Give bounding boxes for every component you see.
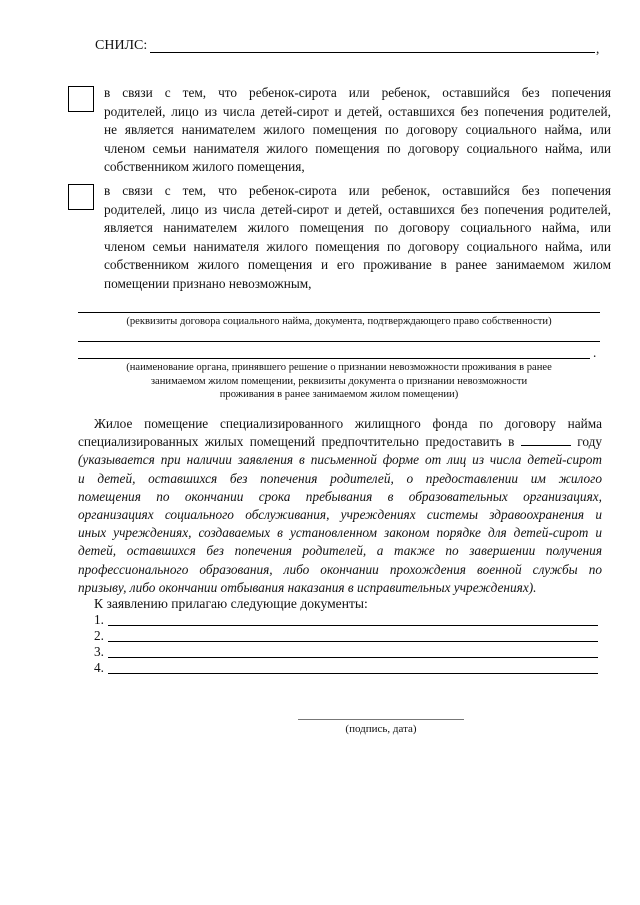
attachment-field-2[interactable] bbox=[108, 641, 598, 642]
housing-line: организациях социального обслуживания, учреждениях системы здравоохранения и bbox=[78, 507, 602, 523]
authority-caption-line: проживания в ранее занимаемом жилом помещении) bbox=[219, 389, 459, 400]
housing-line: профессионального образования, либо окончании прохождения военной службы по bbox=[78, 561, 602, 577]
option-2-line: в связи с тем, что ребенок-сирота или ребенок, оставшийся без попечения bbox=[104, 183, 611, 198]
attachment-field-1[interactable] bbox=[108, 625, 598, 626]
housing-line: Жилое помещение специализированного жилищного фонда по договору найма bbox=[94, 416, 602, 431]
housing-line: и детей, оставшихся без попечения родителей, о предоставлении им жилого bbox=[78, 470, 602, 486]
attachment-field-4[interactable] bbox=[108, 673, 598, 674]
option-2-line: членом семьи нанимателя жилого помещения по договору социального найма, или bbox=[104, 238, 611, 254]
option-1-text bbox=[104, 84, 611, 177]
option-1-line: членом семьи нанимателя жилого помещения по договору социального найма, или bbox=[104, 140, 611, 156]
housing-line: специализированных жилых помещений предпочтительно предоставить в году bbox=[78, 434, 603, 450]
option-1-line: не является нанимателем жилого помещения по договору социального найма, или bbox=[104, 122, 611, 138]
housing-line: (указывается при наличии заявления в письменной форме от лиц из числа детей-сирот bbox=[78, 452, 602, 468]
option-1-line: собственником жилого помещения, bbox=[104, 159, 305, 175]
housing-line: помещения по окончании срока пребывания в образовательных организациях, bbox=[78, 488, 602, 504]
option-1-line: родителей, лицо из числа детей-сирот и детей, оставшихся без попечения родителей, bbox=[104, 103, 611, 119]
housing-paragraph bbox=[78, 415, 602, 597]
attachment-number: 2. bbox=[94, 628, 104, 643]
snils-field[interactable] bbox=[150, 52, 595, 53]
signature-field[interactable] bbox=[298, 719, 464, 720]
option-1-line: в связи с тем, что ребенок-сирота или ребенок, оставшийся без попечения bbox=[104, 85, 611, 100]
option-2-line: собственником жилого помещения и его проживание в ранее занимаемом жилом bbox=[104, 257, 611, 273]
option-2-line: является нанимателем жилого помещения по договору социального найма, или bbox=[104, 220, 611, 236]
contract-details-field[interactable] bbox=[78, 312, 600, 313]
authority-field-line-2[interactable] bbox=[78, 358, 590, 359]
authority-field-line-1[interactable] bbox=[78, 341, 600, 342]
signature-caption: (подпись, дата) bbox=[345, 723, 417, 735]
authority-caption bbox=[78, 361, 600, 402]
option-1-checkbox[interactable] bbox=[68, 86, 94, 112]
housing-line: иных учреждениях, создаваемых в установленном законом порядке для детей-сирот и bbox=[78, 525, 602, 541]
contract-details-caption: (реквизиты договора социального найма, документа, подтверждающего право собственности) bbox=[126, 316, 552, 327]
attachments-heading: К заявлению прилагаю следующие документы: bbox=[94, 596, 368, 611]
attachment-number: 4. bbox=[94, 660, 104, 675]
housing-line: призыву, либо окончании отбывания наказания в исправительных учреждениях). bbox=[78, 579, 537, 595]
attachment-number: 3. bbox=[94, 644, 104, 659]
authority-caption-line: (наименование органа, принявшего решение о признании невозможности проживания в ранее bbox=[126, 362, 552, 373]
authority-trailing-dot: . bbox=[593, 345, 597, 360]
authority-caption-line: занимаемом жилом помещении, реквизиты документа о признании невозможности bbox=[150, 375, 528, 387]
option-2-text bbox=[104, 182, 611, 294]
year-field[interactable] bbox=[521, 434, 571, 446]
option-2-line: родителей, лицо из числа детей-сирот и детей, оставшихся без попечения родителей, bbox=[104, 201, 611, 217]
option-2-checkbox[interactable] bbox=[68, 184, 94, 210]
snils-label: СНИЛС: bbox=[95, 38, 148, 53]
housing-line: детей, оставшихся без попечения родителей, а также по завершении получения bbox=[78, 543, 602, 559]
option-2-line: помещении признано невозможным, bbox=[104, 275, 312, 291]
attachment-field-3[interactable] bbox=[108, 657, 598, 658]
attachment-number: 1. bbox=[94, 612, 104, 627]
snils-trailing-comma: , bbox=[596, 41, 600, 56]
